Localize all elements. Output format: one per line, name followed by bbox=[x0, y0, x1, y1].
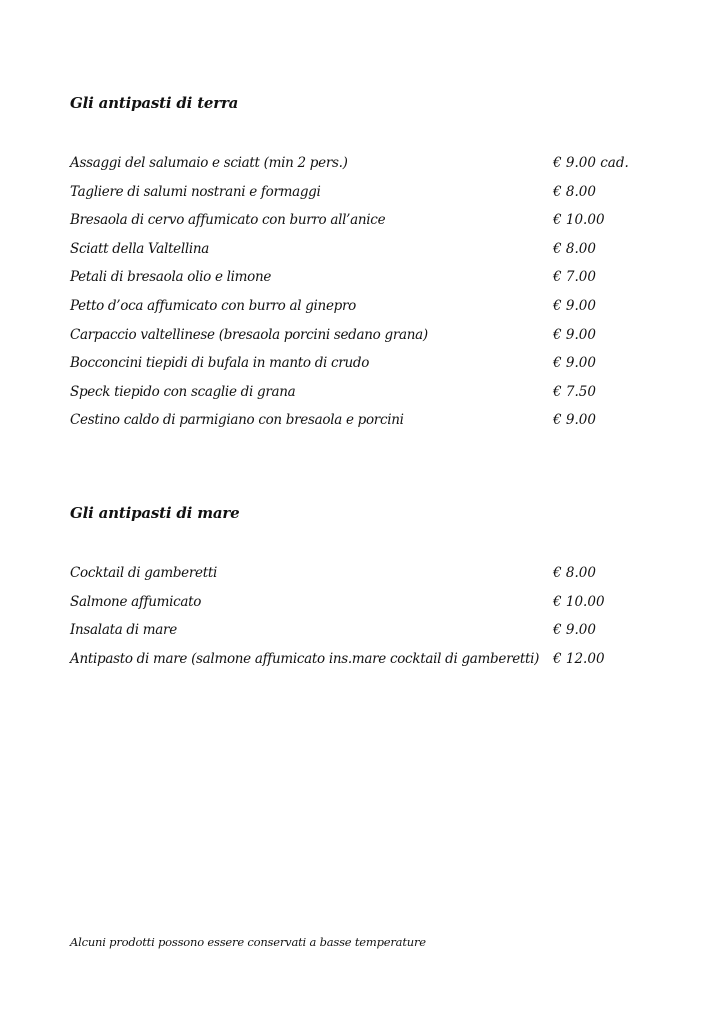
item-name: Antipasto di mare (salmone affumicato ins.mare cocktail di gamberetti) bbox=[70, 650, 540, 667]
footer-note: Alcuni prodotti possono essere conservati a basse temperature bbox=[70, 935, 426, 949]
menu-item bbox=[70, 649, 670, 678]
item-price: € 9.00 cad. bbox=[553, 155, 629, 171]
item-price: € 8.00 bbox=[553, 183, 596, 200]
menu-item bbox=[70, 210, 670, 239]
item-price: € 7.00 bbox=[553, 269, 596, 286]
item-name: Bocconcini tiepidi di bufala in manto di crudo bbox=[70, 355, 370, 372]
item-price: € 8.00 bbox=[553, 565, 596, 581]
item-price: € 10.00 bbox=[553, 593, 605, 610]
menu-list-mare bbox=[70, 563, 670, 677]
item-name: Petali di bresaola olio e limone bbox=[70, 269, 272, 286]
menu-item bbox=[70, 410, 670, 439]
item-name: Tagliere di salumi nostrani e formaggi bbox=[70, 183, 321, 200]
item-price: € 9.00 bbox=[553, 412, 596, 429]
item-price: € 9.00 bbox=[553, 355, 596, 372]
menu-item bbox=[70, 182, 670, 211]
menu-item bbox=[70, 620, 670, 649]
menu-item bbox=[70, 239, 670, 268]
menu-item bbox=[70, 153, 670, 182]
item-price: € 10.00 bbox=[553, 212, 605, 229]
item-name: Cocktail di gamberetti bbox=[70, 565, 217, 581]
item-price: € 12.00 bbox=[553, 650, 605, 667]
item-name: Assaggi del salumaio e sciatt (min 2 pers.) bbox=[70, 155, 348, 171]
menu-item bbox=[70, 296, 670, 325]
item-name: Carpaccio valtellinese (bresaola porcini sedano grana) bbox=[70, 326, 428, 343]
menu-item bbox=[70, 382, 670, 411]
item-price: € 7.50 bbox=[553, 383, 596, 400]
menu-item bbox=[70, 563, 670, 592]
section-title-mare: Gli antipasti di mare bbox=[70, 504, 240, 522]
item-name: Cestino caldo di parmigiano con bresaola e porcini bbox=[70, 412, 404, 429]
item-name: Speck tiepido con scaglie di grana bbox=[70, 383, 296, 400]
item-name: Sciatt della Valtellina bbox=[70, 240, 210, 257]
menu-item bbox=[70, 325, 670, 354]
menu-item bbox=[70, 353, 670, 382]
item-name: Salmone affumicato bbox=[70, 593, 202, 610]
item-name: Petto d’oca affumicato con burro al ginepro bbox=[70, 297, 356, 314]
item-price: € 9.00 bbox=[553, 622, 596, 639]
section-title-terra: Gli antipasti di terra bbox=[70, 94, 239, 112]
item-price: € 8.00 bbox=[553, 240, 596, 257]
menu-item bbox=[70, 267, 670, 296]
item-name: Bresaola di cervo affumicato con burro all’anice bbox=[70, 212, 386, 229]
item-price: € 9.00 bbox=[553, 297, 596, 314]
item-name: Insalata di mare bbox=[70, 622, 177, 639]
menu-item bbox=[70, 592, 670, 621]
item-price: € 9.00 bbox=[553, 326, 596, 343]
menu-list-terra bbox=[70, 153, 670, 439]
